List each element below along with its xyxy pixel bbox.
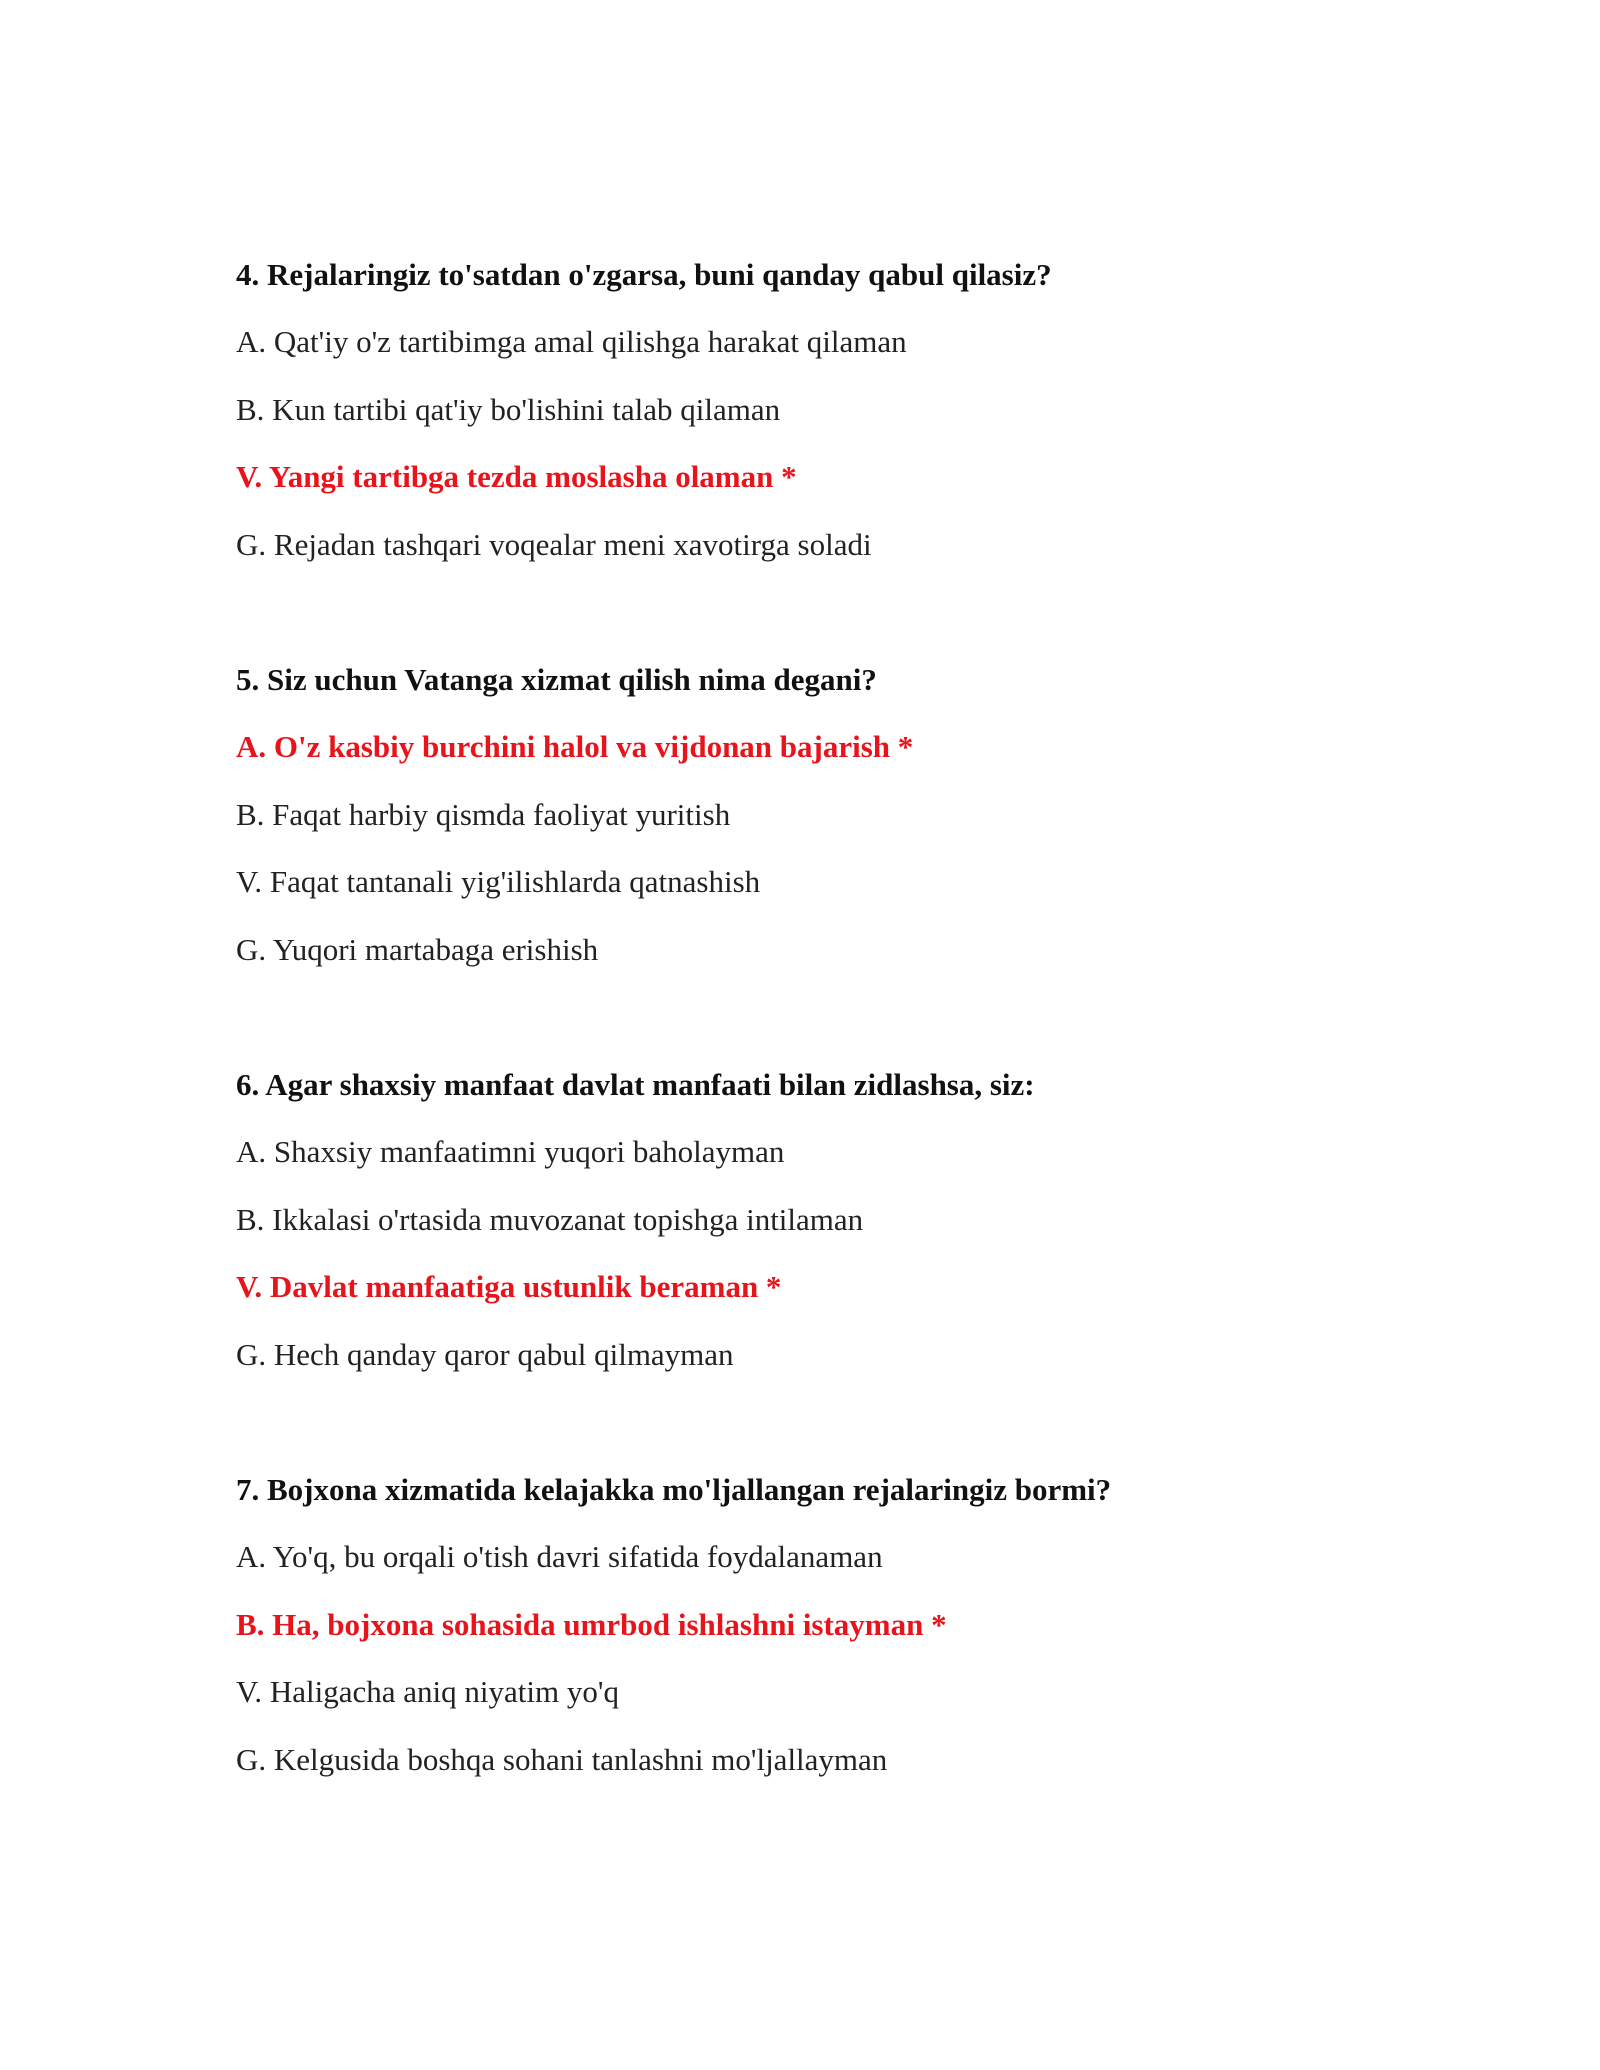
correct-answer-option: A. O'z kasbiy burchini halol va vijdonan bajarish * [236,729,914,764]
answer-option: V. Faqat tantanali yig'ilishlarda qatnashish [236,864,761,899]
answer-option: V. Haligacha aniq niyatim yo'q [236,1674,619,1709]
answer-option: A. Yo'q, bu orqali o'tish davri sifatida foydalanaman [236,1539,883,1574]
answer-option: B. Kun tartibi qat'iy bo'lishini talab qilaman [236,392,781,427]
answer-option: B. Faqat harbiy qismda faoliyat yuritish [236,797,731,832]
question-text: 5. Siz uchun Vatanga xizmat qilish nima degani? [236,662,877,697]
answer-option: G. Hech qanday qaror qabul qilmayman [236,1337,734,1372]
answer-option: B. Ikkalasi o'rtasida muvozanat topishga intilaman [236,1202,864,1237]
answer-option: A. Qat'iy o'z tartibimga amal qilishga harakat qilaman [236,324,907,359]
answer-option: A. Shaxsiy manfaatimni yuqori baholayman [236,1134,785,1169]
answer-option: G. Kelgusida boshqa sohani tanlashni mo'ljallayman [236,1742,888,1777]
question-text: 4. Rejalaringiz to'satdan o'zgarsa, buni qanday qabul qilasiz? [236,257,1052,292]
correct-answer-option: V. Davlat manfaatiga ustunlik beraman * [236,1269,782,1304]
question-text: 6. Agar shaxsiy manfaat davlat manfaati bilan zidlashsa, siz: [236,1067,1035,1102]
answer-option: G. Yuqori martabaga erishish [236,932,599,967]
correct-answer-option: B. Ha, bojxona sohasida umrbod ishlashni istayman * [236,1607,947,1642]
answer-option: G. Rejadan tashqari voqealar meni xavotirga soladi [236,527,872,562]
correct-answer-option: V. Yangi tartibga tezda moslasha olaman * [236,459,797,494]
question-text: 7. Bojxona xizmatida kelajakka mo'ljallangan rejalaringiz bormi? [236,1472,1112,1507]
